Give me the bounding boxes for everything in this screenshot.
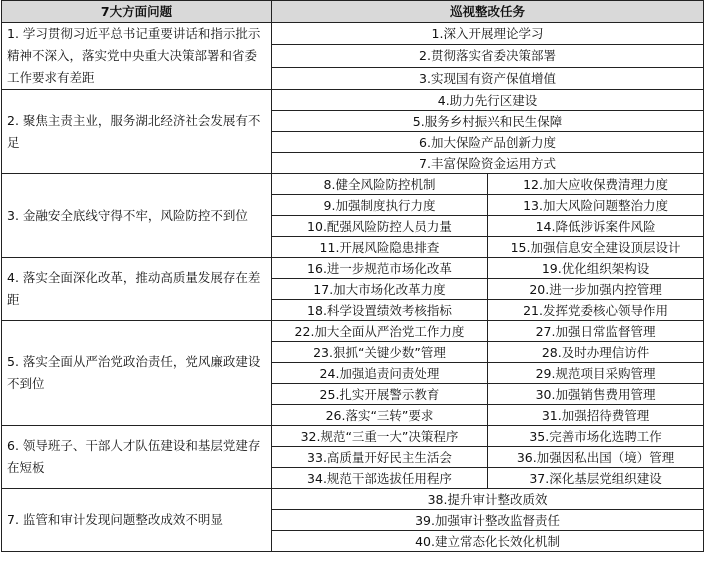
task-cell: 40.建立常态化长效化机制 bbox=[272, 531, 704, 552]
task-cell: 3.实现国有资产保值增值 bbox=[272, 67, 704, 89]
table-row bbox=[2, 23, 704, 45]
task-cell: 7.丰富保险资金运用方式 bbox=[272, 153, 704, 174]
task-cell: 33.高质量开好民主生活会 bbox=[272, 447, 488, 468]
issue-cell: 7. 监管和审计发现问题整改成效不明显 bbox=[2, 489, 272, 552]
table-row bbox=[2, 321, 704, 342]
task-cell: 17.加大市场化改革力度 bbox=[272, 279, 488, 300]
task-cell: 20.进一步加强内控管理 bbox=[488, 279, 704, 300]
task-cell: 24.加强追责问责处理 bbox=[272, 363, 488, 384]
task-cell: 12.加大应收保费清理力度 bbox=[488, 174, 704, 195]
task-cell: 15.加强信息安全建设顶层设计 bbox=[488, 237, 704, 258]
task-cell: 13.加大风险问题整治力度 bbox=[488, 195, 704, 216]
task-cell: 14.降低涉诉案件风险 bbox=[488, 216, 704, 237]
task-cell: 4.助力先行区建设 bbox=[272, 90, 704, 111]
task-cell: 2.贯彻落实省委决策部署 bbox=[272, 45, 704, 67]
task-cell: 25.扎实开展警示教育 bbox=[272, 384, 488, 405]
task-cell: 5.服务乡村振兴和民生保障 bbox=[272, 111, 704, 132]
issue-cell: 1. 学习贯彻习近平总书记重要讲话和指示批示精神不深入，落实党中央重大决策部署和省委工作要求有差距 bbox=[2, 23, 272, 90]
issue-cell: 4. 落实全面深化改革，推动高质量发展存在差距 bbox=[2, 258, 272, 321]
task-cell: 30.加强销售费用管理 bbox=[488, 384, 704, 405]
task-cell: 6.加大保险产品创新力度 bbox=[272, 132, 704, 153]
task-cell: 28.及时办理信访件 bbox=[488, 342, 704, 363]
table-row bbox=[2, 258, 704, 279]
table-row bbox=[2, 426, 704, 447]
table-row bbox=[2, 90, 704, 111]
task-cell: 39.加强审计整改监督责任 bbox=[272, 510, 704, 531]
issue-cell: 2. 聚焦主责主业，服务湖北经济社会发展有不足 bbox=[2, 90, 272, 174]
table-row bbox=[2, 174, 704, 195]
header-row bbox=[2, 1, 704, 23]
task-cell: 37.深化基层党组织建设 bbox=[488, 468, 704, 489]
task-cell: 35.完善市场化选聘工作 bbox=[488, 426, 704, 447]
issue-cell: 6. 领导班子、干部人才队伍建设和基层党建存在短板 bbox=[2, 426, 272, 489]
task-cell: 31.加强招待费管理 bbox=[488, 405, 704, 426]
issue-cell: 3. 金融安全底线守得不牢，风险防控不到位 bbox=[2, 174, 272, 258]
task-cell: 10.配强风险防控人员力量 bbox=[272, 216, 488, 237]
tasks-header: 巡视整改任务 bbox=[272, 1, 704, 23]
task-cell: 18.科学设置绩效考核指标 bbox=[272, 300, 488, 321]
rectification-table bbox=[1, 0, 704, 552]
task-cell: 38.提升审计整改质效 bbox=[272, 489, 704, 510]
task-cell: 27.加强日常监督管理 bbox=[488, 321, 704, 342]
task-cell: 23.狠抓“关键少数”管理 bbox=[272, 342, 488, 363]
task-cell: 22.加大全面从严治党工作力度 bbox=[272, 321, 488, 342]
task-cell: 1.深入开展理论学习 bbox=[272, 23, 704, 45]
task-cell: 16.进一步规范市场化改革 bbox=[272, 258, 488, 279]
task-cell: 32.规范“三重一大”决策程序 bbox=[272, 426, 488, 447]
task-cell: 21.发挥党委核心领导作用 bbox=[488, 300, 704, 321]
task-cell: 8.健全风险防控机制 bbox=[272, 174, 488, 195]
task-cell: 11.开展风险隐患排查 bbox=[272, 237, 488, 258]
task-cell: 26.落实“三转”要求 bbox=[272, 405, 488, 426]
task-cell: 36.加强因私出国（境）管理 bbox=[488, 447, 704, 468]
task-cell: 19.优化组织架构设 bbox=[488, 258, 704, 279]
issues-header: 7大方面问题 bbox=[2, 1, 272, 23]
task-cell: 29.规范项目采购管理 bbox=[488, 363, 704, 384]
table-row bbox=[2, 489, 704, 510]
issue-cell: 5. 落实全面从严治党政治责任，党风廉政建设不到位 bbox=[2, 321, 272, 426]
task-cell: 34.规范干部选拔任用程序 bbox=[272, 468, 488, 489]
task-cell: 9.加强制度执行力度 bbox=[272, 195, 488, 216]
